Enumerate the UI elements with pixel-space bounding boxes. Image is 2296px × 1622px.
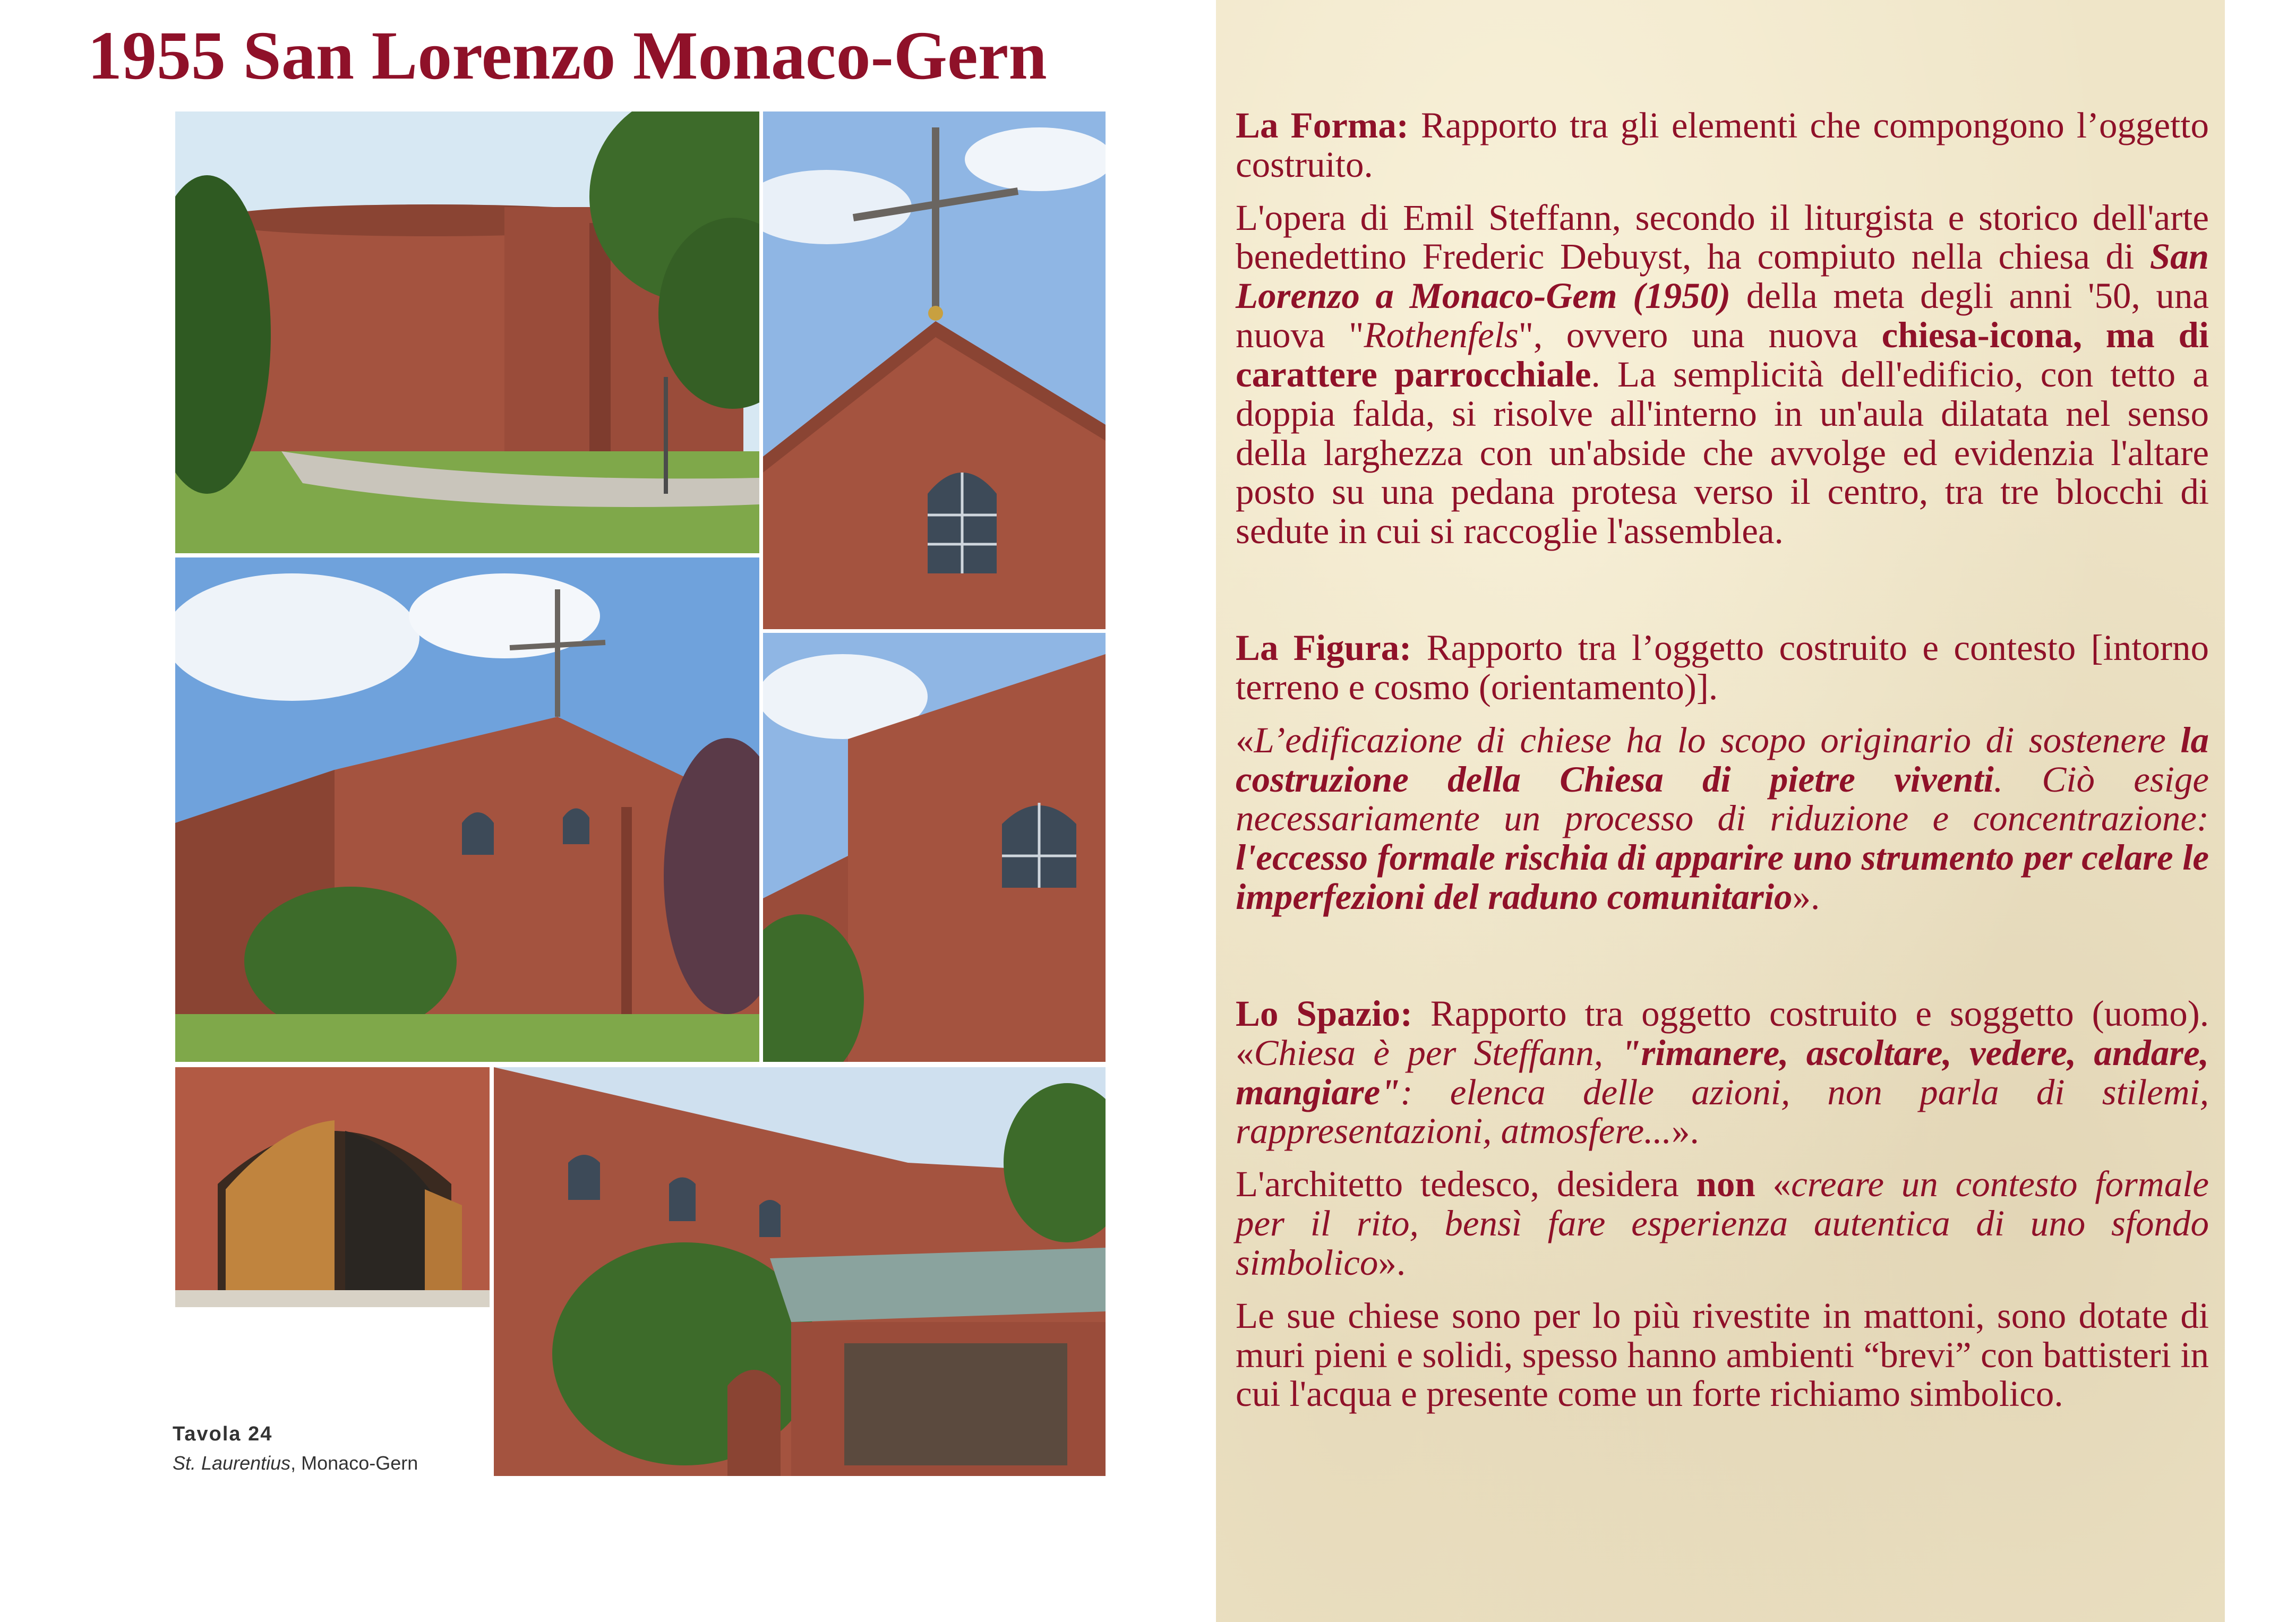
spazio-def-text: Rapporto tra oggetto costruito e soggetto (uomo). « — [1236, 993, 2209, 1073]
forma-p1-emphasis: chiesa-icona, ma di carattere parrocchiale — [1236, 315, 2209, 394]
figura-definition — [1236, 629, 2209, 707]
forma-heading: La Forma: — [1236, 105, 1409, 145]
photo-facade-full — [175, 557, 759, 1062]
text-column — [1236, 106, 2209, 1428]
forma-p1-church: San Lorenzo a Monaco-Gem (1950) — [1236, 236, 2209, 316]
page-title: 1955 San Lorenzo Monaco-Gern — [88, 18, 1047, 94]
forma-definition — [1236, 106, 2209, 185]
figura-q-d: . Ciò esige necessariamente un processo di riduzione e concentrazione: — [1236, 759, 2209, 839]
spazio-s1-close: ». — [1671, 1111, 1699, 1152]
forma-p1-g: . La semplicità dell'edificio, con tetto a doppia falda, si risolve all'interno in un'aula dilatata nel senso della larghezza con un'abside che avvolge ed evidenzia l'altare posto su una pedana protesa verso il centro, tra tre blocchi di sedute in cui si raccoglie l'assemblea. — [1236, 354, 2209, 552]
photo-facade-cross — [763, 111, 1106, 629]
churches-paragraph: Le sue chiese sono per lo più rivestite in mattoni, sono dotate di muri pieni e solidi, spesso hanno ambienti “brevi” con battisteri in cui l'acqua e presente come un forte richiamo simbolico. — [1236, 1295, 2209, 1414]
plate-location: , Monaco-Gern — [290, 1452, 418, 1474]
forma-paragraph — [1236, 199, 2209, 551]
arch-p2-close: ». — [1378, 1242, 1406, 1283]
arch-p2-non: non — [1696, 1164, 1755, 1205]
photo-facade-corner — [763, 633, 1106, 1062]
spazio-definition — [1236, 994, 2209, 1151]
figura-q-close: ». — [1792, 877, 1820, 917]
spazio-heading: Lo Spazio: — [1236, 993, 1412, 1034]
photo-side-courtyard — [494, 1067, 1106, 1476]
figura-heading: La Figura: — [1236, 628, 1412, 668]
forma-p1-rothenfels: Rothenfels — [1364, 315, 1519, 356]
forma-def-text: Rapporto tra gli elementi che compongono l’oggetto costruito. — [1236, 105, 2209, 185]
figura-q-emphasis2: l'eccesso formale rischia di apparire uno strumento per celare le imperfezioni del raduno comunitario — [1236, 837, 2209, 917]
figura-quote — [1236, 721, 2209, 917]
figura-q-open: « — [1236, 719, 1254, 760]
arch-p2-a: L'architetto tedesco, desidera — [1236, 1164, 1697, 1205]
photo-arched-door — [175, 1067, 490, 1307]
section-gap — [1236, 565, 2209, 629]
forma-p1-c: della meta degli anni '50, una nuova " — [1236, 276, 2209, 356]
architect-paragraph — [1236, 1165, 2209, 1282]
photo-apse-exterior — [175, 111, 759, 553]
spazio-s1-c: : elenca delle azioni, non parla di stilemi, rappresentazioni, atmosfere... — [1236, 1071, 2209, 1152]
figura-q-b: L’edificazione di chiese ha lo scopo originario di sostenere — [1254, 719, 2181, 760]
arch-p2-c: « — [1755, 1164, 1792, 1205]
spazio-actions: "rimanere, ascoltare, vedere, andare, mangiare" — [1236, 1032, 2209, 1112]
figura-q-emphasis1: la costruzione della Chiesa di pietre viventi — [1236, 719, 2209, 800]
plate-number: Tavola 24 — [173, 1423, 273, 1445]
plate-caption — [173, 1423, 418, 1474]
section-gap — [1236, 931, 2209, 994]
plate-church-name: St. Laurentius — [173, 1452, 291, 1474]
forma-p1-a: L'opera di Emil Steffann, secondo il liturgista e storico dell'arte benedettino Frederic Debuyst, ha compiuto nella chiesa di — [1236, 197, 2209, 277]
arch-p2-quote: creare un contesto formale per il rito, bensì fare esperienza autentica di uno sfondo simbolico — [1236, 1164, 2209, 1283]
spazio-s1-a: Chiesa è per Steffann, — [1254, 1032, 1621, 1073]
forma-p1-e: ", ovvero una nuova — [1518, 315, 1882, 356]
figura-def-text: Rapporto tra l’oggetto costruito e contesto [intorno terreno e cosmo (orientamento)]. — [1236, 628, 2209, 707]
plate-description — [173, 1452, 418, 1474]
